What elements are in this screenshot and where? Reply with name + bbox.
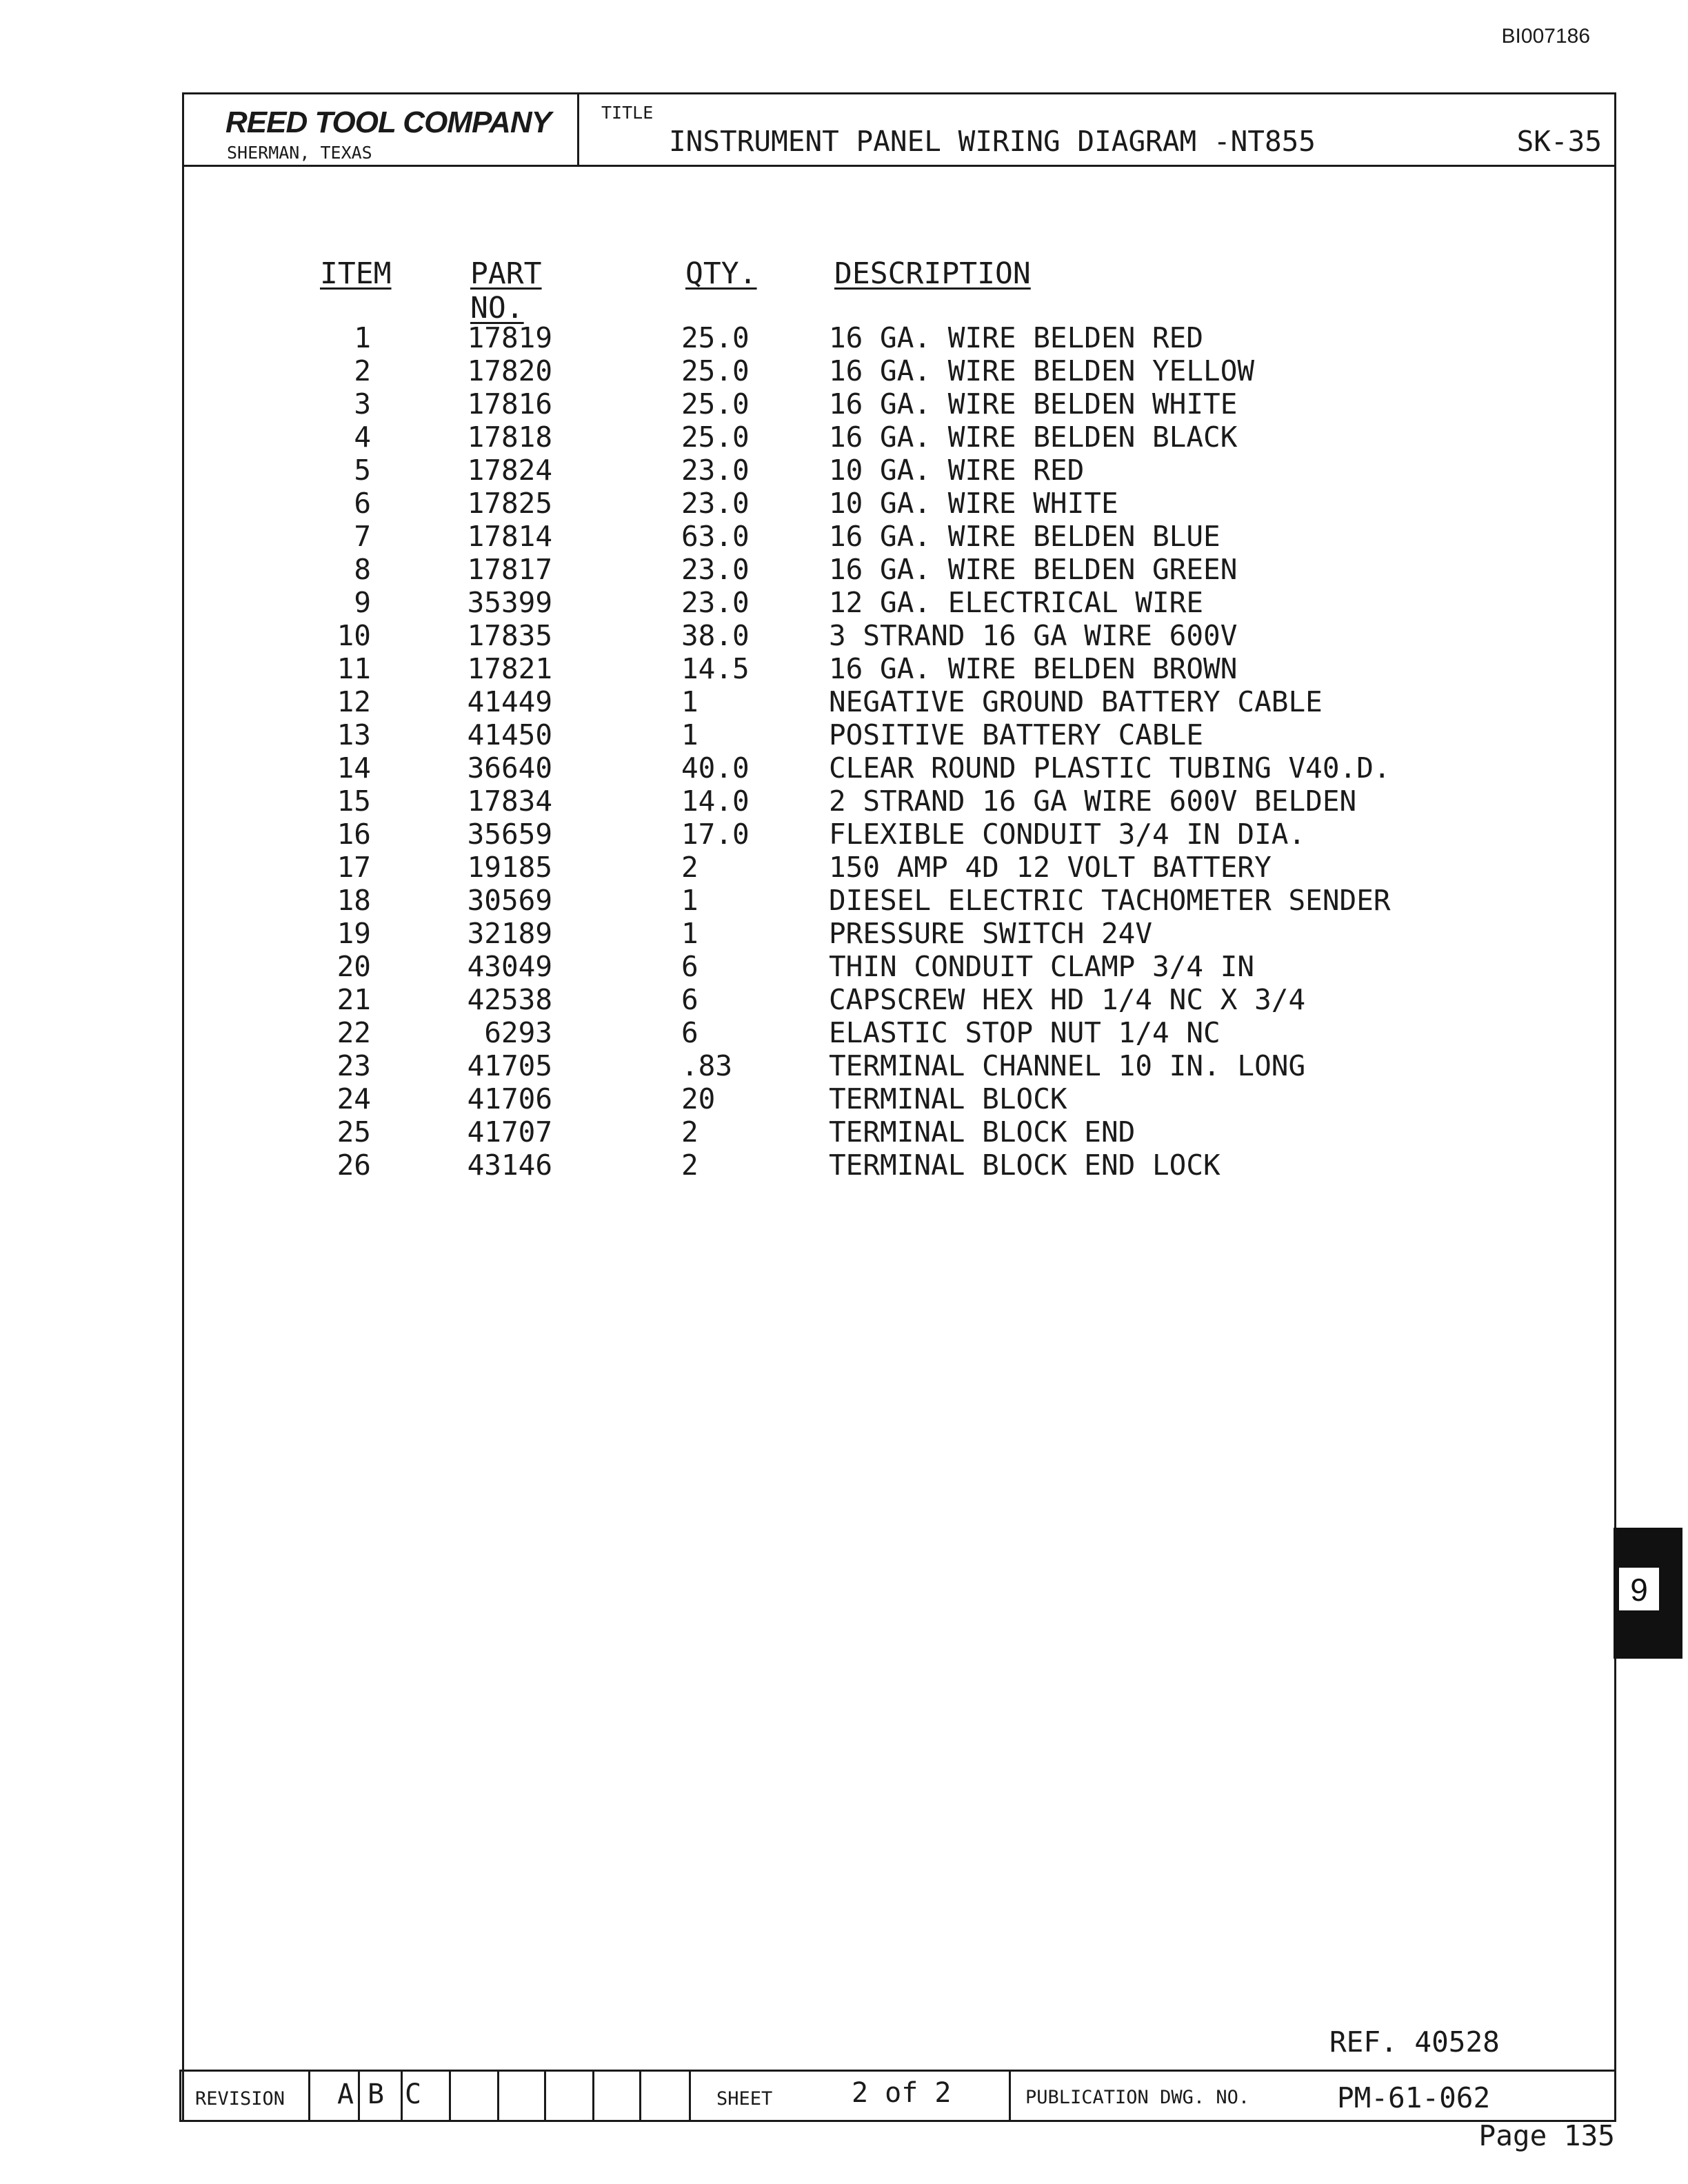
row-part-no: 17819	[467, 321, 552, 354]
row-part-no: 17814	[467, 520, 552, 553]
row-description: 10 GA. WIRE RED	[829, 454, 1085, 487]
row-description: 150 AMP 4D 12 VOLT BATTERY	[829, 851, 1272, 884]
row-item: 25	[336, 1115, 371, 1149]
row-qty: 23.0	[681, 553, 750, 586]
column-header-description: DESCRIPTION	[834, 256, 1031, 291]
row-item: 26	[336, 1149, 371, 1182]
row-description: 12 GA. ELECTRICAL WIRE	[829, 586, 1204, 619]
drawing-title: INSTRUMENT PANEL WIRING DIAGRAM -NT855	[669, 125, 1316, 158]
column-header-qty: QTY.	[685, 256, 757, 291]
row-item: 17	[336, 851, 371, 884]
row-qty: 23.0	[681, 586, 750, 619]
table-row	[0, 1149, 1517, 1182]
row-part-no: 17817	[467, 553, 552, 586]
row-part-no: 17824	[467, 454, 552, 487]
row-item: 14	[336, 751, 371, 785]
row-part-no: 41705	[467, 1049, 552, 1082]
table-row	[0, 884, 1517, 917]
row-qty: 1	[681, 685, 699, 718]
row-part-no: 30569	[467, 884, 552, 917]
revision-label: REVISION	[195, 2088, 285, 2110]
row-description: 16 GA. WIRE BELDEN BLUE	[829, 520, 1220, 553]
row-part-no: 17820	[467, 354, 552, 387]
sheet-label: SHEET	[716, 2088, 773, 2110]
document-id: BI007186	[1501, 25, 1590, 48]
divider	[497, 2072, 499, 2120]
row-qty: 1	[681, 884, 699, 917]
row-description: 16 GA. WIRE BELDEN WHITE	[829, 387, 1238, 421]
table-row	[0, 751, 1517, 785]
row-description: PRESSURE SWITCH 24V	[829, 917, 1152, 950]
row-part-no: 32189	[467, 917, 552, 950]
title-label: TITLE	[601, 103, 654, 123]
row-item: 23	[336, 1049, 371, 1082]
row-part-no: 6293	[484, 1016, 552, 1049]
row-description: POSITIVE BATTERY CABLE	[829, 718, 1204, 751]
row-part-no: 35659	[467, 818, 552, 851]
row-description: ELASTIC STOP NUT 1/4 NC	[829, 1016, 1220, 1049]
row-part-no: 35399	[467, 586, 552, 619]
row-item: 24	[336, 1082, 371, 1115]
row-qty: 25.0	[681, 387, 750, 421]
table-row	[0, 586, 1517, 619]
divider	[358, 2072, 360, 2120]
column-header-part-no: PART NO.	[470, 256, 542, 325]
revision-a: A	[337, 2079, 354, 2110]
row-item: 4	[354, 421, 371, 454]
table-row	[0, 1016, 1517, 1049]
table-row	[0, 652, 1517, 685]
table-row	[0, 718, 1517, 751]
divider	[639, 2072, 641, 2120]
row-part-no: 17821	[467, 652, 552, 685]
title-block	[182, 92, 1616, 167]
divider	[592, 2072, 594, 2120]
table-row	[0, 553, 1517, 586]
table-row	[0, 950, 1517, 983]
row-item: 1	[354, 321, 371, 354]
divider	[308, 2072, 310, 2120]
row-qty: 1	[681, 718, 699, 751]
reference-number: REF. 40528	[1329, 2025, 1500, 2059]
row-description: THIN CONDUIT CLAMP 3/4 IN	[829, 950, 1255, 983]
row-item: 13	[336, 718, 371, 751]
company-name: REED TOOL COMPANY	[225, 105, 551, 139]
row-qty: 17.0	[681, 818, 750, 851]
row-description: TERMINAL BLOCK	[829, 1082, 1067, 1115]
row-part-no: 17818	[467, 421, 552, 454]
table-row	[0, 520, 1517, 553]
row-description: 16 GA. WIRE BELDEN RED	[829, 321, 1204, 354]
table-row	[0, 917, 1517, 950]
row-item: 8	[354, 553, 371, 586]
section-tab-box	[1619, 1568, 1659, 1610]
table-row	[0, 1049, 1517, 1082]
row-part-no: 43049	[467, 950, 552, 983]
row-part-no: 17825	[467, 487, 552, 520]
row-description: 10 GA. WIRE WHITE	[829, 487, 1118, 520]
table-row	[0, 785, 1517, 818]
revision-block	[179, 2070, 1616, 2122]
row-description: 3 STRAND 16 GA WIRE 600V	[829, 619, 1238, 652]
row-qty: 63.0	[681, 520, 750, 553]
row-description: TERMINAL CHANNEL 10 IN. LONG	[829, 1049, 1306, 1082]
company-block	[184, 94, 579, 165]
row-qty: 1	[681, 917, 699, 950]
row-part-no: 41450	[467, 718, 552, 751]
row-item: 19	[336, 917, 371, 950]
row-qty: 2	[681, 1149, 699, 1182]
row-description: 16 GA. WIRE BELDEN BROWN	[829, 652, 1238, 685]
row-part-no: 17816	[467, 387, 552, 421]
table-row	[0, 354, 1517, 387]
row-qty: 25.0	[681, 421, 750, 454]
row-item: 22	[336, 1016, 371, 1049]
row-description: NEGATIVE GROUND BATTERY CABLE	[829, 685, 1323, 718]
table-row	[0, 818, 1517, 851]
row-description: TERMINAL BLOCK END LOCK	[829, 1149, 1220, 1182]
row-description: 2 STRAND 16 GA WIRE 600V BELDEN	[829, 785, 1357, 818]
table-row	[0, 1082, 1517, 1115]
publication-label: PUBLICATION DWG. NO.	[1025, 2087, 1250, 2108]
row-part-no: 36640	[467, 751, 552, 785]
row-qty: 25.0	[681, 321, 750, 354]
table-row	[0, 983, 1517, 1016]
divider	[1009, 2072, 1011, 2120]
row-item: 11	[336, 652, 371, 685]
sheet-value: 2 of 2	[852, 2077, 952, 2109]
row-part-no: 17835	[467, 619, 552, 652]
company-location: SHERMAN, TEXAS	[227, 143, 372, 163]
row-qty: 2	[681, 851, 699, 884]
title-cell	[579, 94, 1614, 165]
divider	[544, 2072, 546, 2120]
row-qty: 38.0	[681, 619, 750, 652]
row-qty: 25.0	[681, 354, 750, 387]
divider	[401, 2072, 403, 2120]
row-qty: 40.0	[681, 751, 750, 785]
table-row	[0, 454, 1517, 487]
section-tab	[1614, 1528, 1682, 1659]
row-item: 2	[354, 354, 371, 387]
row-description: CLEAR ROUND PLASTIC TUBING V40.D.	[829, 751, 1391, 785]
row-part-no: 43146	[467, 1149, 552, 1182]
row-item: 9	[354, 586, 371, 619]
table-row	[0, 685, 1517, 718]
row-qty: 6	[681, 1016, 699, 1049]
row-part-no: 41706	[467, 1082, 552, 1115]
row-description: CAPSCREW HEX HD 1/4 NC X 3/4	[829, 983, 1306, 1016]
row-description: TERMINAL BLOCK END	[829, 1115, 1136, 1149]
row-item: 16	[336, 818, 371, 851]
row-item: 15	[336, 785, 371, 818]
sheet-code: SK-35	[1516, 125, 1602, 158]
row-item: 3	[354, 387, 371, 421]
row-item: 12	[336, 685, 371, 718]
row-qty: 6	[681, 983, 699, 1016]
row-part-no: 41707	[467, 1115, 552, 1149]
row-qty: .83	[681, 1049, 733, 1082]
row-item: 5	[354, 454, 371, 487]
row-item: 7	[354, 520, 371, 553]
section-tab-number: 9	[1630, 1572, 1648, 1608]
table-row	[0, 321, 1517, 354]
row-part-no: 42538	[467, 983, 552, 1016]
row-item: 21	[336, 983, 371, 1016]
table-row	[0, 487, 1517, 520]
row-qty: 2	[681, 1115, 699, 1149]
row-description: FLEXIBLE CONDUIT 3/4 IN DIA.	[829, 818, 1306, 851]
table-row	[0, 619, 1517, 652]
publication-number: PM-61-062	[1337, 2081, 1491, 2114]
row-qty: 20	[681, 1082, 716, 1115]
row-qty: 23.0	[681, 454, 750, 487]
revision-c: C	[405, 2079, 422, 2110]
row-qty: 6	[681, 950, 699, 983]
revision-b: B	[368, 2079, 385, 2110]
row-qty: 14.5	[681, 652, 750, 685]
row-item: 6	[354, 487, 371, 520]
row-part-no: 19185	[467, 851, 552, 884]
row-item: 10	[336, 619, 371, 652]
row-item: 20	[336, 950, 371, 983]
row-item: 18	[336, 884, 371, 917]
table-row	[0, 387, 1517, 421]
table-row	[0, 1115, 1517, 1149]
row-part-no: 17834	[467, 785, 552, 818]
divider	[689, 2072, 691, 2120]
column-header-item: ITEM	[320, 256, 392, 291]
page-number: Page 135	[1478, 2119, 1615, 2152]
row-description: DIESEL ELECTRIC TACHOMETER SENDER	[829, 884, 1391, 917]
table-row	[0, 851, 1517, 884]
row-qty: 23.0	[681, 487, 750, 520]
row-part-no: 41449	[467, 685, 552, 718]
table-row	[0, 421, 1517, 454]
row-qty: 14.0	[681, 785, 750, 818]
row-description: 16 GA. WIRE BELDEN GREEN	[829, 553, 1238, 586]
row-description: 16 GA. WIRE BELDEN YELLOW	[829, 354, 1255, 387]
row-description: 16 GA. WIRE BELDEN BLACK	[829, 421, 1238, 454]
divider	[449, 2072, 451, 2120]
